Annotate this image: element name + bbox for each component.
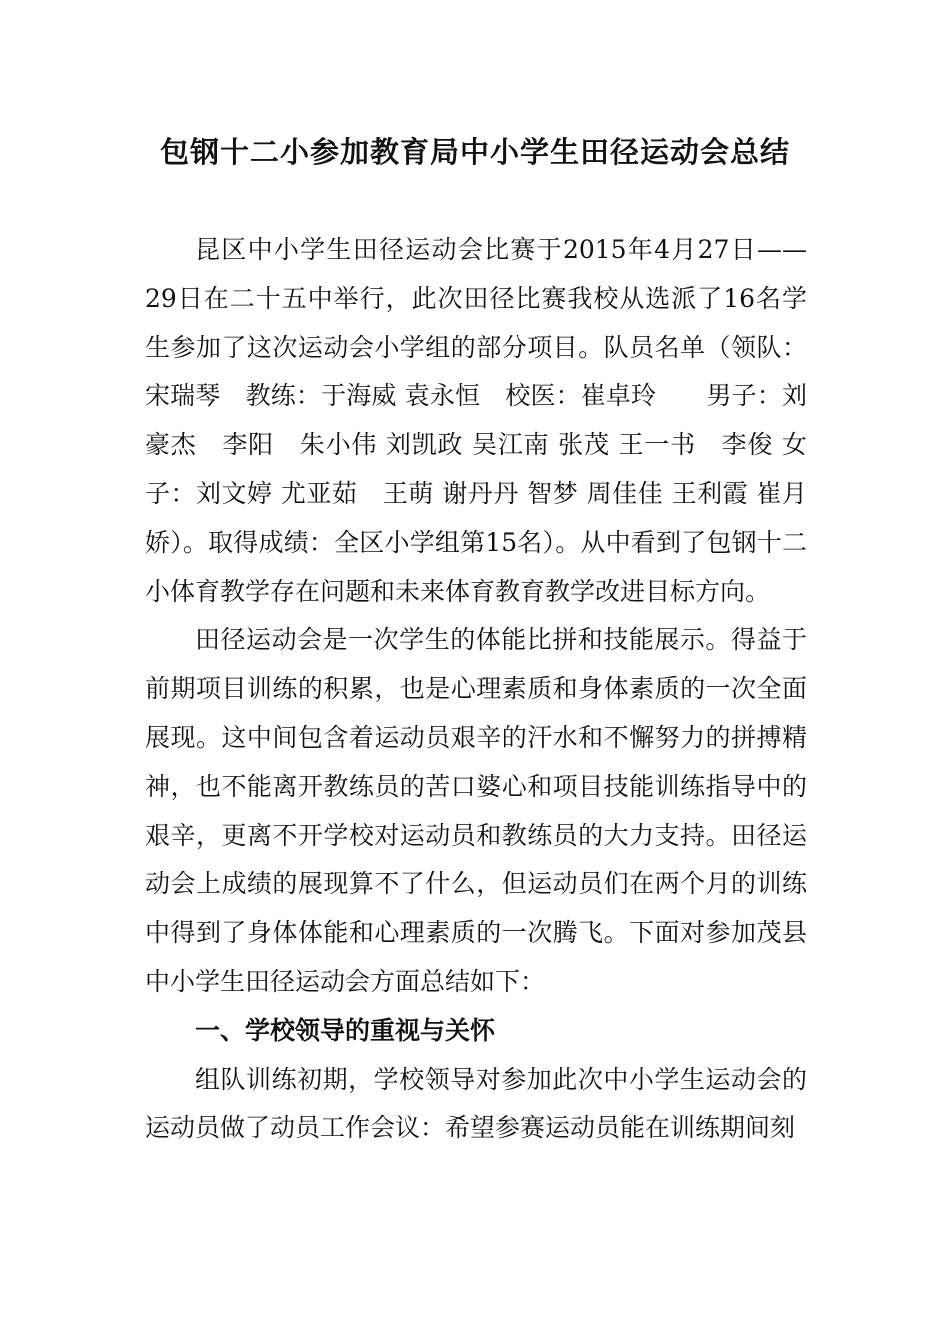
paragraph-event-summary: 昆区中小学生田径运动会比赛于2015年4月27日——29日在二十五中举行，此次田径比赛我校从选派了16名学生参加了这次运动会小学组的部分项目。队员名单（领队：宋瑞琴 教练：于海威 袁永恒 校医：崔卓玲 男子：刘豪杰 李阳 朱小伟 刘凯政 吴江南 张茂 王一书 李俊 女子：刘文婷 尤亚茹 王萌 谢丹丹 智梦 周佳佳 王利霞 崔月娇）。取得成绩：全区小学组第15名）。从中看到了包钢十二小体育教学存在问题和未来体育教育教学改进目标方向。: [145, 235, 807, 606]
paragraph-reflection: 田径运动会是一次学生的体能比拼和技能展示。得益于前期项目训练的积累，也是心理素质和身体素质的一次全面展现。这中间包含着运动员艰辛的汗水和不懈努力的拼搏精神，也不能离开教练员的苦口婆心和项目技能训练指导中的艰辛，更离不开学校对运动员和教练员的大力支持。田径运动会上成绩的展现算不了什么，但运动员们在两个月的训练中得到了身体体能和心理素质的一次腾飞。下面对参加茂县中小学生田径运动会方面总结如下：: [145, 625, 807, 996]
paragraph-leadership: 组队训练初期，学校领导对参加此次中小学生运动会的运动员做了动员工作会议：希望参赛运动员能在训练期间刻: [145, 1064, 807, 1143]
section-heading: 一、学校领导的重视与关怀: [195, 1015, 496, 1045]
document-body: [145, 226, 807, 1153]
document-title: 包钢十二小参加教育局中小学生田径运动会总结: [159, 135, 790, 169]
